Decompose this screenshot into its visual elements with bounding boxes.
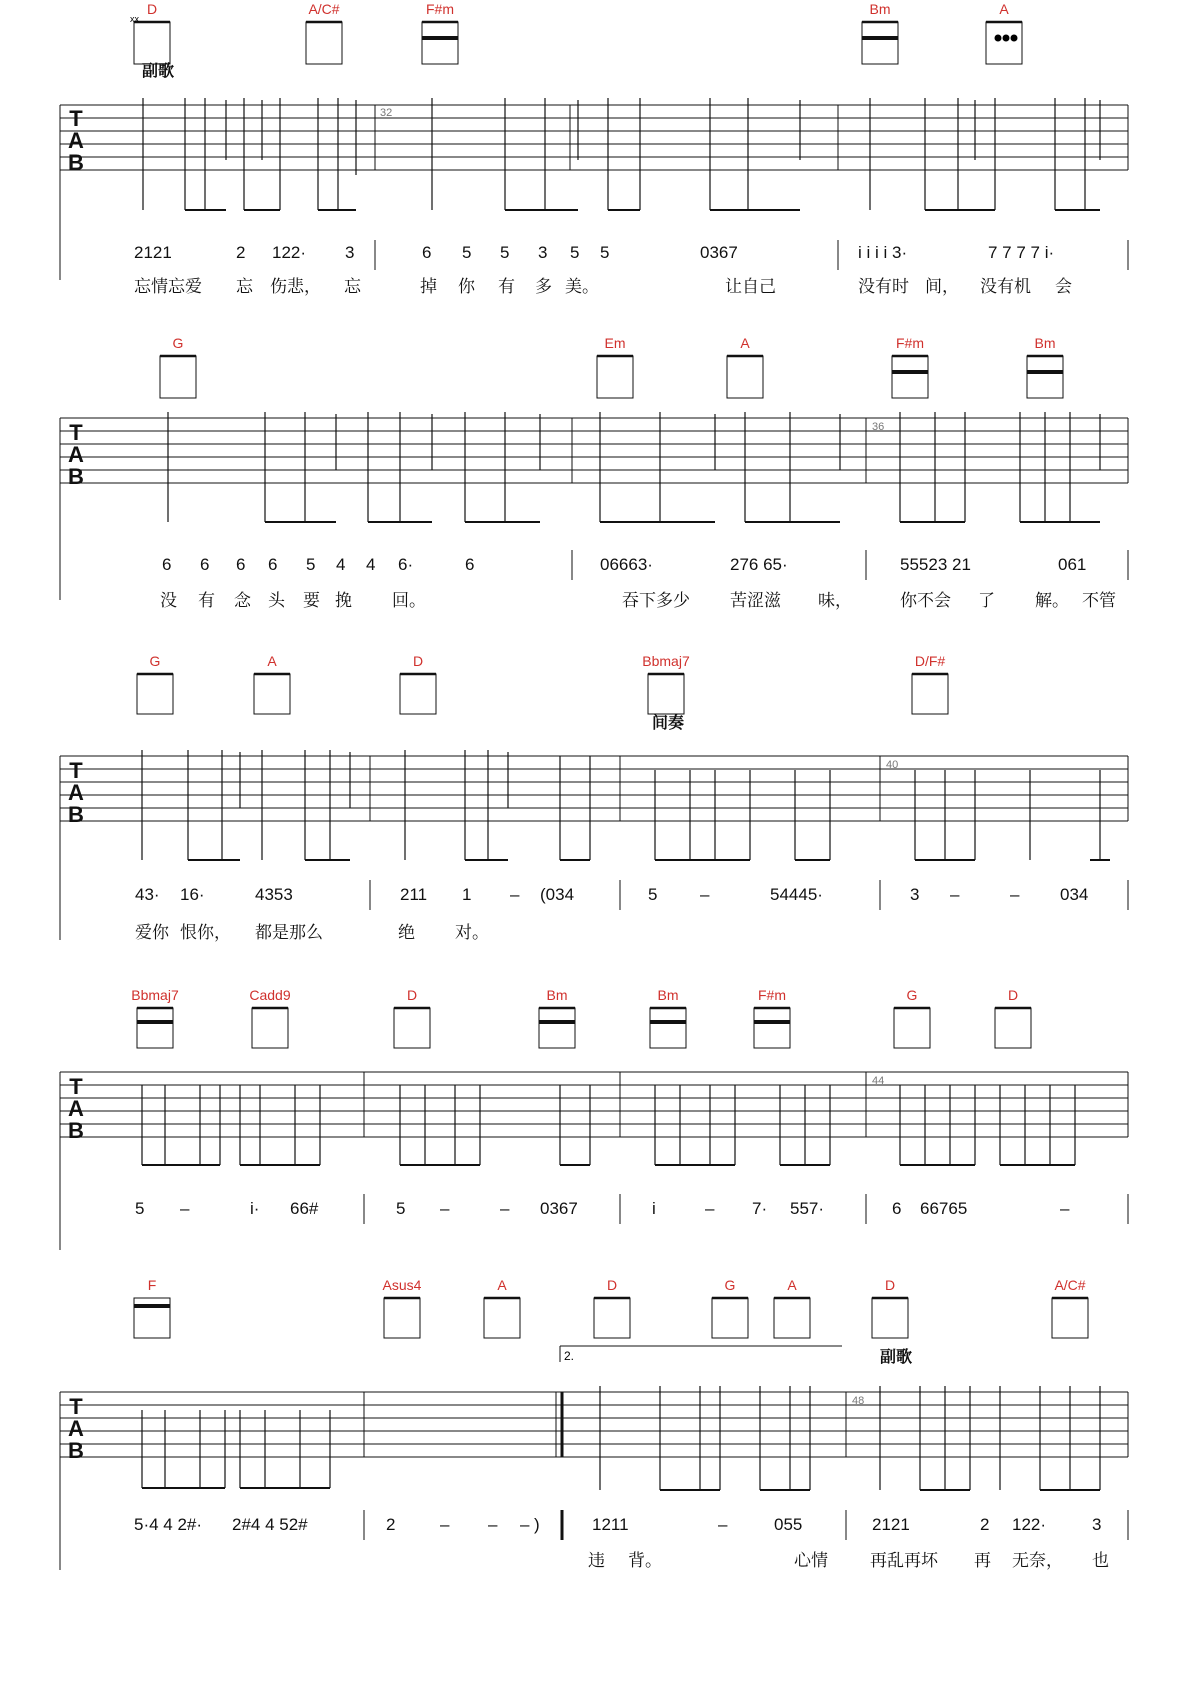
svg-text:T: T xyxy=(69,106,83,131)
svg-text:055: 055 xyxy=(774,1515,803,1534)
svg-text:2: 2 xyxy=(980,1515,990,1534)
svg-text:Bm: Bm xyxy=(1034,335,1056,351)
system-4 xyxy=(60,987,1128,1250)
strum-pattern xyxy=(142,1386,1100,1490)
svg-text:6: 6 xyxy=(892,1199,902,1218)
svg-text:D: D xyxy=(606,1277,618,1293)
section-label: 副歌 xyxy=(142,61,175,80)
svg-text:A: A xyxy=(68,128,84,153)
svg-text:让自己: 让自己 xyxy=(725,277,776,297)
chord-diagram xyxy=(894,987,930,1048)
svg-text:恨你，: 恨你， xyxy=(180,923,231,943)
lyrics-line xyxy=(134,277,1072,297)
svg-text:2121: 2121 xyxy=(872,1515,910,1534)
svg-text:5: 5 xyxy=(500,243,510,262)
svg-text:034: 034 xyxy=(1060,885,1089,904)
svg-text:54445·: 54445· xyxy=(770,885,823,904)
svg-text:Em: Em xyxy=(604,335,626,351)
section-label: 间奏 xyxy=(652,713,685,732)
svg-text:Bbmaj7: Bbmaj7 xyxy=(642,653,690,669)
chord-diagram xyxy=(137,653,173,714)
svg-text:–: – xyxy=(700,885,710,904)
svg-text:–: – xyxy=(440,1199,450,1218)
chord-diagram xyxy=(422,1,458,64)
svg-text:66765: 66765 xyxy=(920,1199,968,1218)
svg-text:了: 了 xyxy=(978,591,995,611)
svg-text:–: – xyxy=(950,885,960,904)
svg-text:2121: 2121 xyxy=(134,243,172,262)
chord-diagram xyxy=(484,1277,520,1338)
svg-text:挽: 挽 xyxy=(335,591,352,611)
tab-staff xyxy=(60,105,1128,280)
chord-diagram xyxy=(712,1277,748,1338)
chord-diagram xyxy=(995,987,1031,1048)
svg-text:A/C#: A/C# xyxy=(1054,1277,1086,1293)
svg-text:–: – xyxy=(510,885,520,904)
svg-text:6: 6 xyxy=(236,555,246,574)
svg-text:(034: (034 xyxy=(540,885,575,904)
svg-text:A: A xyxy=(68,780,84,805)
svg-text:F#m: F#m xyxy=(896,335,924,351)
svg-text:1211: 1211 xyxy=(592,1515,629,1534)
svg-text:55523 21: 55523 21 xyxy=(900,555,971,574)
chord-diagram xyxy=(597,335,633,398)
chord-diagram xyxy=(754,987,790,1048)
svg-text:D: D xyxy=(412,653,424,669)
svg-text:–: – xyxy=(500,1199,510,1218)
svg-text:211: 211 xyxy=(400,885,428,904)
svg-text:忘: 忘 xyxy=(236,277,253,297)
svg-text:2: 2 xyxy=(236,243,246,262)
svg-text:再: 再 xyxy=(974,1551,991,1571)
jianpu-line xyxy=(162,550,1128,580)
svg-text:–: – xyxy=(488,1515,498,1534)
svg-text:5: 5 xyxy=(570,243,580,262)
svg-text:0367: 0367 xyxy=(540,1199,578,1218)
svg-text:40: 40 xyxy=(886,759,899,771)
svg-text:会: 会 xyxy=(1055,277,1072,297)
svg-text:没: 没 xyxy=(160,591,177,611)
svg-text:Bm: Bm xyxy=(869,1,891,17)
svg-text:D/F#: D/F# xyxy=(914,653,946,669)
svg-text:48: 48 xyxy=(852,1395,865,1407)
svg-text:): ) xyxy=(534,1515,540,1534)
svg-text:3: 3 xyxy=(345,243,355,262)
chord-diagram xyxy=(727,335,763,398)
svg-text:–: – xyxy=(180,1199,190,1218)
chord-diagram xyxy=(539,987,575,1048)
svg-text:美。: 美。 xyxy=(565,277,599,297)
svg-text:0367: 0367 xyxy=(700,243,738,262)
chord-diagram xyxy=(383,1277,422,1338)
svg-text:多: 多 xyxy=(535,277,552,297)
svg-text:掉: 掉 xyxy=(420,277,437,297)
chord-diagram xyxy=(160,335,196,398)
svg-text:06663·: 06663· xyxy=(600,555,653,574)
strum-pattern xyxy=(142,1085,1075,1165)
svg-text:4353: 4353 xyxy=(255,885,293,904)
svg-text:也: 也 xyxy=(1092,1551,1109,1571)
svg-text:没有时: 没有时 xyxy=(858,277,909,297)
svg-text:要: 要 xyxy=(303,591,320,611)
svg-text:对。: 对。 xyxy=(455,923,489,943)
svg-text:头: 头 xyxy=(268,591,285,611)
svg-text:6: 6 xyxy=(422,243,432,262)
tab-staff xyxy=(60,1392,1128,1570)
svg-text:你: 你 xyxy=(458,277,475,297)
chord-diagram xyxy=(1027,335,1063,398)
svg-text:Asus4: Asus4 xyxy=(382,1277,422,1293)
chord-diagram xyxy=(1052,1277,1088,1338)
svg-text:43·: 43· xyxy=(135,885,160,904)
svg-text:伤悲，: 伤悲， xyxy=(270,277,321,297)
chord-diagram xyxy=(254,653,290,714)
chord-diagram xyxy=(774,1277,810,1338)
svg-text:B: B xyxy=(68,1438,84,1463)
svg-text:Cadd9: Cadd9 xyxy=(249,987,291,1003)
svg-text:吞下多少: 吞下多少 xyxy=(622,591,690,611)
svg-text:间，: 间， xyxy=(925,277,959,297)
svg-text:G: G xyxy=(149,653,161,669)
svg-text:4: 4 xyxy=(336,555,346,574)
system-2 xyxy=(60,335,1128,611)
chord-diagram xyxy=(642,653,690,714)
svg-text:心情: 心情 xyxy=(794,1551,828,1571)
chord-diagram xyxy=(594,1277,630,1338)
lyrics-line xyxy=(588,1551,1109,1571)
svg-text:G: G xyxy=(724,1277,736,1293)
svg-text:B: B xyxy=(68,150,84,175)
svg-text:6: 6 xyxy=(162,555,172,574)
chord-diagram xyxy=(306,1,342,64)
svg-text:A: A xyxy=(787,1277,797,1293)
svg-text:557·: 557· xyxy=(790,1199,825,1218)
svg-text:5: 5 xyxy=(600,243,610,262)
svg-text:Bm: Bm xyxy=(657,987,679,1003)
chord-diagram xyxy=(131,987,179,1048)
svg-text:忘情忘爱: 忘情忘爱 xyxy=(134,277,202,297)
svg-text:5: 5 xyxy=(135,1199,145,1218)
svg-text:5·4 4 2#·: 5·4 4 2#· xyxy=(134,1515,203,1534)
svg-text:味，: 味， xyxy=(818,591,852,611)
svg-text:A: A xyxy=(497,1277,507,1293)
system-1 xyxy=(60,1,1128,297)
svg-text:无奈，: 无奈， xyxy=(1012,1551,1063,1571)
svg-text:B: B xyxy=(68,802,84,827)
svg-text:5: 5 xyxy=(462,243,472,262)
svg-text:D: D xyxy=(1007,987,1019,1003)
svg-text:背。: 背。 xyxy=(628,1551,662,1571)
jianpu-line xyxy=(135,880,1128,910)
svg-text:B: B xyxy=(68,464,84,489)
svg-text:i: i xyxy=(652,1199,656,1218)
measure-number: 32 xyxy=(380,107,393,119)
strum-pattern xyxy=(142,750,1110,860)
svg-text:T: T xyxy=(69,1074,83,1099)
svg-text:爱你: 爱你 xyxy=(135,923,169,943)
svg-text:16·: 16· xyxy=(180,885,205,904)
svg-text:i i i i 3·: i i i i 3· xyxy=(858,243,908,262)
chord-diagram xyxy=(394,987,430,1048)
svg-text:苦涩滋: 苦涩滋 xyxy=(730,591,781,611)
svg-text:A: A xyxy=(999,1,1009,17)
chord-diagram xyxy=(134,1277,170,1338)
svg-text:G: G xyxy=(172,335,184,351)
svg-text:念: 念 xyxy=(234,591,251,611)
system-5 xyxy=(60,1277,1128,1571)
svg-text:xx: xx xyxy=(130,14,139,24)
svg-text:7 7 7 7 i·: 7 7 7 7 i· xyxy=(988,243,1055,262)
svg-text:–: – xyxy=(718,1515,728,1534)
svg-text:B: B xyxy=(68,1118,84,1143)
chord-diagram xyxy=(862,1,898,64)
svg-text:44: 44 xyxy=(872,1075,885,1087)
ending-bracket xyxy=(560,1346,842,1363)
section-label: 副歌 xyxy=(880,1347,913,1366)
svg-text:6: 6 xyxy=(200,555,210,574)
svg-text:回。: 回。 xyxy=(392,591,426,611)
svg-text:66#: 66# xyxy=(290,1199,319,1218)
svg-text:A/C#: A/C# xyxy=(308,1,340,17)
svg-text:Bm: Bm xyxy=(546,987,568,1003)
svg-text:–: – xyxy=(520,1515,530,1534)
chord-diagram xyxy=(872,1277,908,1338)
svg-text:T: T xyxy=(69,420,83,445)
strum-pattern xyxy=(168,412,1100,522)
svg-text:A: A xyxy=(68,442,84,467)
svg-text:Bbmaj7: Bbmaj7 xyxy=(131,987,179,1003)
svg-text:违: 违 xyxy=(588,1551,605,1571)
svg-text:T: T xyxy=(69,1394,83,1419)
svg-text:5: 5 xyxy=(648,885,658,904)
svg-text:7·: 7· xyxy=(752,1199,768,1218)
svg-text:F#m: F#m xyxy=(758,987,786,1003)
jianpu-line xyxy=(135,1194,1128,1224)
system-3 xyxy=(60,653,1128,943)
svg-text:36: 36 xyxy=(872,421,885,433)
svg-text:G: G xyxy=(906,987,918,1003)
svg-text:122·: 122· xyxy=(1012,1515,1047,1534)
jianpu-line xyxy=(134,1510,1128,1540)
svg-text:D: D xyxy=(406,987,418,1003)
svg-text:061: 061 xyxy=(1058,555,1087,574)
chord-diagram xyxy=(650,987,686,1048)
svg-text:6·: 6· xyxy=(398,555,414,574)
chord-diagram xyxy=(912,653,948,714)
svg-text:–: – xyxy=(705,1199,715,1218)
svg-text:A: A xyxy=(68,1096,84,1121)
svg-text:1: 1 xyxy=(462,885,472,904)
lyrics-line xyxy=(160,591,1116,611)
chord-diagram xyxy=(400,653,436,714)
svg-text:i·: i· xyxy=(250,1199,260,1218)
svg-text:5: 5 xyxy=(306,555,316,574)
svg-text:4: 4 xyxy=(366,555,376,574)
svg-text:解。: 解。 xyxy=(1035,591,1069,611)
svg-text:你不会: 你不会 xyxy=(900,591,951,611)
svg-text:不管: 不管 xyxy=(1082,591,1116,611)
svg-text:3: 3 xyxy=(538,243,548,262)
jianpu-line xyxy=(134,240,1128,270)
strum-pattern xyxy=(143,98,1100,210)
svg-text:A: A xyxy=(740,335,750,351)
svg-text:6: 6 xyxy=(465,555,475,574)
svg-text:有: 有 xyxy=(198,591,215,611)
svg-text:D: D xyxy=(884,1277,896,1293)
chord-diagram xyxy=(249,987,290,1048)
svg-text:忘: 忘 xyxy=(344,277,361,297)
chord-name: D xyxy=(146,1,158,17)
svg-text:2: 2 xyxy=(386,1515,396,1534)
svg-text:A: A xyxy=(68,1416,84,1441)
chord-diagram xyxy=(986,1,1022,64)
svg-text:绝: 绝 xyxy=(398,923,415,943)
svg-text:F#m: F#m xyxy=(426,1,454,17)
svg-text:都是那么: 都是那么 xyxy=(255,923,323,943)
svg-text:–: – xyxy=(1010,885,1020,904)
svg-text:有: 有 xyxy=(498,277,515,297)
chord-diagram xyxy=(892,335,928,398)
svg-text:没有机: 没有机 xyxy=(980,277,1031,297)
svg-text:–: – xyxy=(1060,1199,1070,1218)
svg-text:2.: 2. xyxy=(564,1349,575,1363)
lyrics-line xyxy=(135,923,489,943)
svg-text:6: 6 xyxy=(268,555,278,574)
svg-text:3: 3 xyxy=(1092,1515,1102,1534)
svg-text:T: T xyxy=(69,758,83,783)
chord-diagram xyxy=(130,1,170,64)
svg-text:3: 3 xyxy=(910,885,920,904)
svg-text:122·: 122· xyxy=(272,243,307,262)
tab-staff xyxy=(60,756,1128,940)
svg-text:F: F xyxy=(147,1277,157,1293)
svg-text:2#4 4 52#: 2#4 4 52# xyxy=(232,1515,308,1534)
svg-text:再乱再坏: 再乱再坏 xyxy=(870,1551,938,1571)
svg-text:A: A xyxy=(267,653,277,669)
svg-text:–: – xyxy=(440,1515,450,1534)
svg-text:5: 5 xyxy=(396,1199,406,1218)
svg-text:276 65·: 276 65· xyxy=(730,555,788,574)
